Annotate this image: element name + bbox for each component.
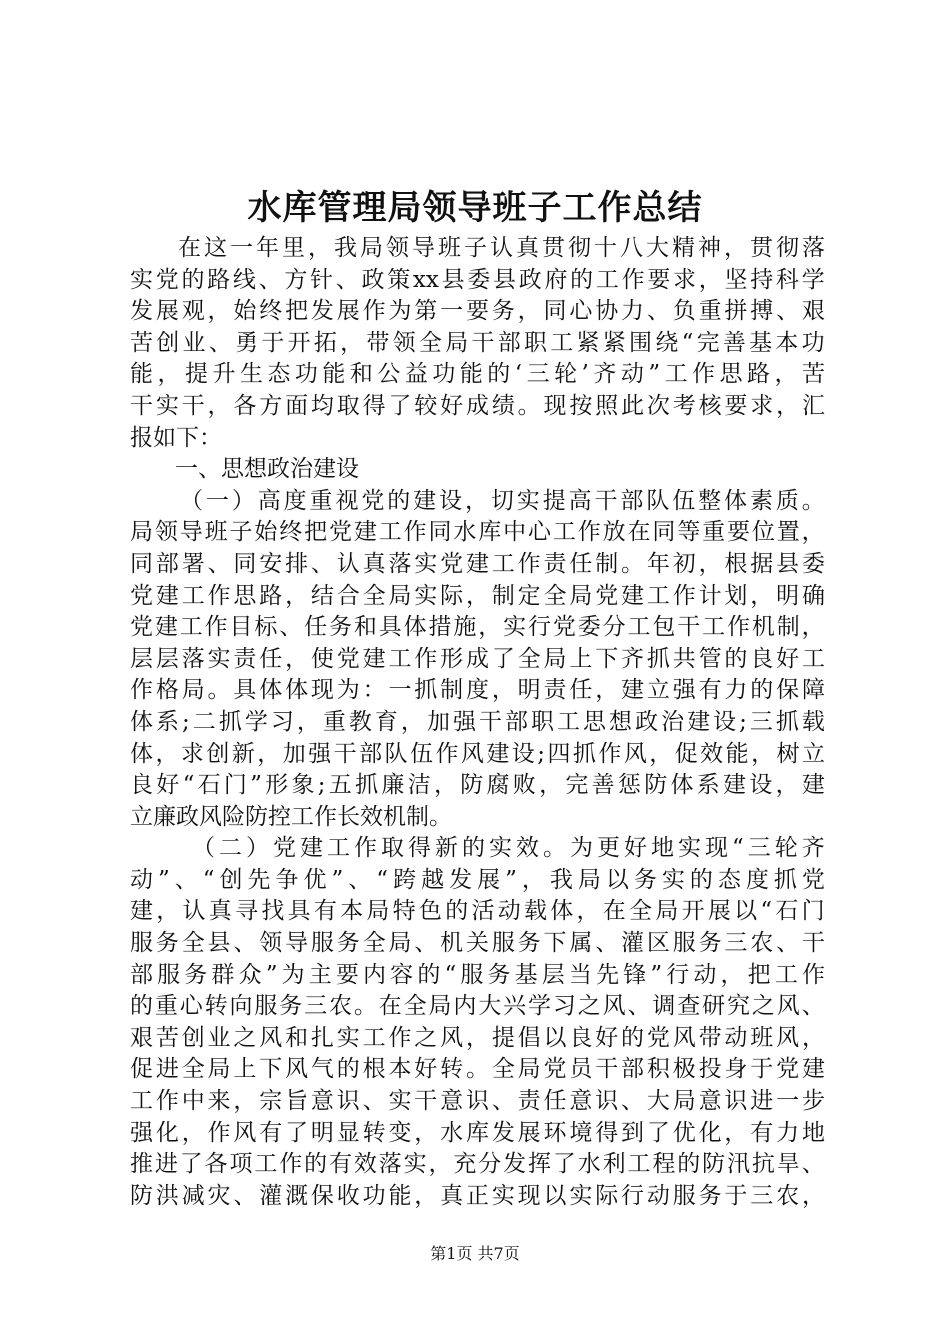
text-line: 一、思想政治建设 — [175, 456, 359, 483]
text-line: 动 ” 、 “ 创 先 争 优 ” 、 “ 跨 越 发 展 ” ， 我 局 以 务 实 的 态 度 抓 党 — [130, 866, 825, 893]
text-line: 干 实 干 ， 各 方 面 均 取 得 了 较 好 成 绩 。 现 按 照 此 次 考 核 要 求 ， 汇 — [130, 392, 825, 419]
text-line: 推 进 了 各 项 工 作 的 有 效 落 实 ， 充 分 发 挥 了 水 利 工 程 的 防 汛 抗 旱 、 — [130, 1151, 825, 1178]
document-body — [130, 233, 825, 1212]
text-line: 艰 苦 创 业 之 风 和 扎 实 工 作 之 风 ， 提 倡 以 良 好 的 党 风 带 动 班 风 ， — [130, 1024, 825, 1051]
text-line: 体 ， 求 创 新 ， 加 强 干 部 队 伍 作 风 建 设 ; 四 抓 作 风 ， 促 效 能 ， 树 立 — [130, 740, 825, 767]
text-line: （ 二 ） 党 建 工 作 取 得 新 的 实 效 。 为 更 好 地 实 现 “ 三 轮 齐 — [192, 835, 825, 862]
text-line: 报如下： — [130, 424, 222, 451]
text-line: 体 系 ; 二 抓 学 习 ， 重 教 育 ， 加 强 干 部 职 工 思 想 政 治 建 设 ; 三 抓 载 — [130, 708, 825, 735]
text-line: 能 ， 提 升 生 态 功 能 和 公 益 功 能 的 ‘ 三 轮 ’ 齐 动 ” 工 作 思 路 ， 苦 — [130, 361, 825, 388]
text-line: 部 服 务 群 众 ” 为 主 要 内 容 的 “ 服 务 基 层 当 先 锋 ” 行 动 ， 把 工 作 — [130, 961, 825, 988]
text-line: 建 ， 认 真 寻 找 具 有 本 局 特 色 的 活 动 载 体 ， 在 全 局 开 展 以 “ 石 门 — [130, 898, 825, 925]
text-line: 党 建 工 作 思 路 ， 结 合 全 局 实 际 ， 制 定 全 局 党 建 工 作 计 划 ， 明 确 — [130, 582, 825, 609]
text-line: 促 进 全 局 上 下 风 气 的 根 本 好 转 。 全 局 党 员 干 部 积 极 投 身 于 党 建 — [130, 1056, 825, 1083]
text-line: 防 洪 减 灾 、 灌 溉 保 收 功 能 ， 真 正 实 现 以 实 际 行 动 服 务 于 三 农 ， — [130, 1182, 825, 1209]
text-line: 实 党 的 路 线 、 方 针 、 政 策 xx 县 委 县 政 府 的 工 作 要 求 ， 坚 持 科 学 — [130, 266, 825, 293]
text-line: 发 展 观 ， 始 终 把 发 展 作 为 第 一 要 务 ， 同 心 协 力 、 负 重 拼 搏 、 艰 — [130, 298, 825, 325]
text-line: 的 重 心 转 向 服 务 三 农 。 在 全 局 内 大 兴 学 习 之 风 、 调 查 研 究 之 风 、 — [130, 993, 825, 1020]
text-line: 强 化 ， 作 风 有 了 明 显 转 变 ， 水 库 发 展 环 境 得 到 了 优 化 ， 有 力 地 — [130, 1119, 825, 1146]
text-line: 服 务 全 县 、 领 导 服 务 全 局 、 机 关 服 务 下 属 、 灌 区 服 务 三 农 、 干 — [130, 930, 825, 957]
text-line: 局 领 导 班 子 始 终 把 党 建 工 作 同 水 库 中 心 工 作 放 在 同 等 重 要 位 置 ， — [130, 519, 825, 546]
text-line: 党 建 工 作 目 标 、 任 务 和 具 体 措 施 ， 实 行 党 委 分 工 包 干 工 作 机 制 ， — [130, 614, 825, 641]
text-line: 苦 创 业 、 勇 于 开 拓 ， 带 领 全 局 干 部 职 工 紧 紧 围 绕 “ 完 善 基 本 功 — [130, 329, 825, 356]
document-title: 水库管理局领导班子工作总结 — [247, 188, 703, 228]
text-line: 作 格 局 。 具 体 体 现 为 ： 一 抓 制 度 ， 明 责 任 ， 建 立 强 有 力 的 保 障 — [130, 677, 825, 704]
text-line: 在 这 一 年 里 ， 我 局 领 导 班 子 认 真 贯 彻 十 八 大 精 神 ， 贯 彻 落 — [178, 235, 825, 261]
text-line: 良 好 “ 石 门 ” 形 象 ; 五 抓 廉 洁 ， 防 腐 败 ， 完 善 惩 防 体 系 建 设 ， 建 — [130, 772, 825, 799]
text-line: 同 部 署 、 同 安 排 、 认 真 落 实 党 建 工 作 责 任 制 。 年 初 ， 根 据 县 委 — [130, 550, 825, 577]
page-footer: 第1页 共7页 — [430, 1244, 520, 1263]
text-line: 层 层 落 实 责 任 ， 使 党 建 工 作 形 成 了 全 局 上 下 齐 抓 共 管 的 良 好 工 — [130, 645, 825, 672]
text-line: 立廉政风险防控工作长效机制。 — [130, 803, 452, 830]
text-line: 工 作 中 来 ， 宗 旨 意 识 、 实 干 意 识 、 责 任 意 识 、 大 局 意 识 进 一 步 — [130, 1088, 825, 1115]
text-line: （ 一 ） 高 度 重 视 党 的 建 设 ， 切 实 提 高 干 部 队 伍 整 体 素 质 。 — [180, 487, 825, 514]
